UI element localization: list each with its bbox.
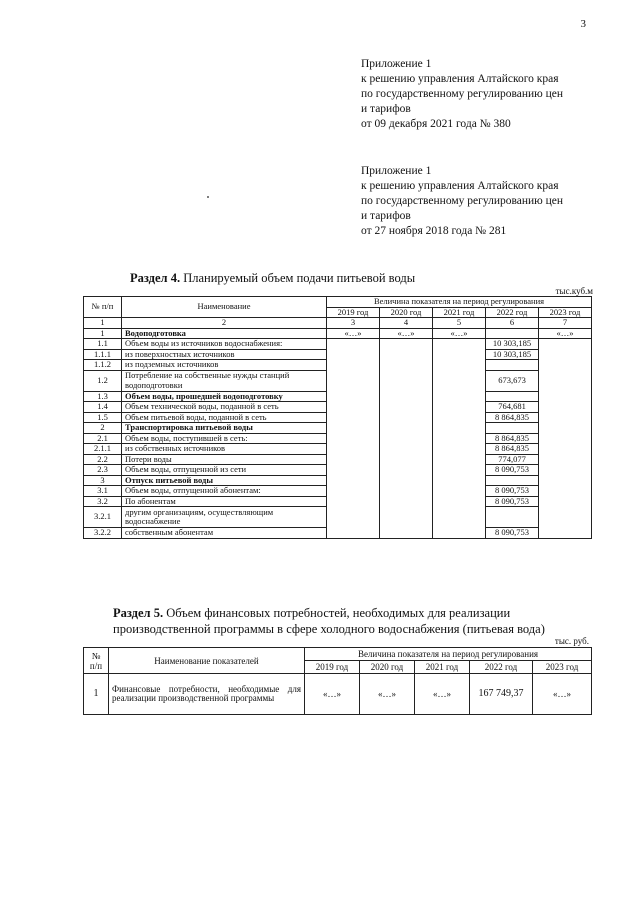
value-2022: 8 090,753 [486,528,539,539]
empty-cell [539,465,592,476]
row-name: Транспортировка питьевой воды [122,423,327,434]
placeholder-value: «…» [433,328,486,339]
table-row [84,465,592,476]
row-name: Объем питьевой воды, поданной в сеть [122,412,327,423]
empty-cell [539,339,592,350]
empty-cell [327,360,380,371]
section4-title [130,271,415,286]
value-2022 [486,360,539,371]
table-row [84,475,592,486]
empty-cell [327,402,380,413]
row-num: 1.1 [84,339,122,350]
empty-cell [380,486,433,497]
row-name: другим организациям, осуществляющим водоснабжение [122,507,327,528]
section4-unit: тыс.куб.м [555,286,593,296]
table-row [84,402,592,413]
empty-cell [327,412,380,423]
annex-line: от 09 декабря 2021 года № 380 [361,118,511,130]
header-year: 2023 год [539,307,592,318]
value-2022: 8 864,835 [486,412,539,423]
empty-cell [539,454,592,465]
empty-cell [539,486,592,497]
value-2022 [486,328,539,339]
empty-cell [380,507,433,528]
row-num: 1 [84,674,109,715]
section4-title-text: Планируемый объем подачи питьевой воды [180,271,416,285]
empty-cell [327,423,380,434]
empty-cell [433,507,486,528]
table-row [84,507,592,528]
empty-cell [433,412,486,423]
section5-title-number: Раздел 5. [113,606,164,620]
empty-cell [380,339,433,350]
empty-cell [433,391,486,402]
empty-cell [539,444,592,455]
annex-header-current [361,57,601,132]
table-row [84,423,592,434]
row-name: По абонентам [122,496,327,507]
row-num: 3.1 [84,486,122,497]
row-num: 2.3 [84,465,122,476]
empty-cell [539,507,592,528]
empty-cell [433,433,486,444]
empty-cell [327,339,380,350]
value-2022: 10 303,185 [486,339,539,350]
section5-unit: тыс. руб. [554,636,589,646]
empty-cell [327,391,380,402]
row-num: 3.2.2 [84,528,122,539]
row-name: Объем технической воды, поданной в сеть [122,402,327,413]
empty-cell [327,496,380,507]
header-period: Величина показателя на период регулирования [327,297,592,308]
empty-cell [539,423,592,434]
row-num: 2.1.1 [84,444,122,455]
row-num: 1.1.1 [84,349,122,360]
value-2020: «…» [360,674,415,715]
table-row [84,454,592,465]
empty-cell [433,423,486,434]
annex-line: по государственному регулированию цен [361,88,564,100]
empty-cell [433,402,486,413]
empty-cell [539,475,592,486]
table-row [84,444,592,455]
annex-line: Приложение 1 [361,58,432,70]
value-2022 [486,391,539,402]
value-2021: «…» [415,674,470,715]
row-name: Водоподготовка [122,328,327,339]
value-2022: 774,077 [486,454,539,465]
value-2022: 10 303,185 [486,349,539,360]
section5-title-text: Объем финансовых потребностей, необходимых для реализации производственной программы в сфере холодного водоснабжения (питьевая вода) [113,606,545,636]
row-num: 1.3 [84,391,122,402]
value-2022: 8 090,753 [486,486,539,497]
value-2022: 8 864,835 [486,444,539,455]
header-year: 2020 год [380,307,433,318]
header-year: 2022 год [486,307,539,318]
header-name: Наименование [122,297,327,318]
header-year: 2023 год [533,661,592,674]
empty-cell [380,528,433,539]
empty-cell [380,433,433,444]
annex-line: к решению управления Алтайского края [361,73,559,85]
table-row [84,370,592,391]
row-name: Объем воды, отпущенной из сети [122,465,327,476]
empty-cell [539,349,592,360]
empty-cell [433,444,486,455]
row-name: из поверхностных источников [122,349,327,360]
row-name: Объем воды, отпущенной абонентам: [122,486,327,497]
value-2023: «…» [533,674,592,715]
value-2022: 167 749,37 [470,674,533,715]
empty-cell [433,360,486,371]
empty-cell [380,444,433,455]
row-name: Объем воды из источников водоснабжения: [122,339,327,350]
header-period: Величина показателя на период регулирования [305,648,592,661]
empty-cell [380,370,433,391]
header-year: 2022 год [470,661,533,674]
empty-cell [380,496,433,507]
table-row [84,528,592,539]
empty-cell [327,444,380,455]
empty-cell [327,454,380,465]
annex-line: по государственному регулированию цен [361,195,564,207]
table-row [84,433,592,444]
empty-cell [327,528,380,539]
empty-cell [380,465,433,476]
value-2022 [486,507,539,528]
header-year: 2020 год [360,661,415,674]
table-row [84,339,592,350]
header-colnum: 3 [327,318,380,329]
value-2022 [486,475,539,486]
row-name: Отпуск питьевой воды [122,475,327,486]
row-num: 2.2 [84,454,122,465]
row-name: Объем воды, прошедшей водоподготовку [122,391,327,402]
annex-header-original [361,164,601,239]
empty-cell [433,486,486,497]
header-colnum: 5 [433,318,486,329]
empty-cell [433,370,486,391]
empty-cell [380,402,433,413]
empty-cell [539,360,592,371]
empty-cell [539,391,592,402]
section4-title-number: Раздел 4. [130,271,181,285]
empty-cell [539,370,592,391]
annex-line: к решению управления Алтайского края [361,180,559,192]
table-row [84,349,592,360]
table-row [84,496,592,507]
empty-cell [433,349,486,360]
header-year: 2019 год [305,661,360,674]
placeholder-value: «…» [327,328,380,339]
value-2022: 8 090,753 [486,496,539,507]
empty-cell [539,402,592,413]
empty-cell [539,528,592,539]
empty-cell [327,507,380,528]
empty-cell [327,475,380,486]
empty-cell [327,349,380,360]
table-row [84,486,592,497]
section5-table [83,647,592,715]
empty-cell [327,486,380,497]
header-num: № п/п [84,648,109,674]
value-2022: 8 864,835 [486,433,539,444]
annex-line: Приложение 1 [361,165,432,177]
header-colnum: 7 [539,318,592,329]
row-num: 1.1.2 [84,360,122,371]
empty-cell [433,339,486,350]
table-row [84,328,592,339]
header-colnum: 6 [486,318,539,329]
placeholder-value: «…» [380,328,433,339]
row-num: 1.2 [84,370,122,391]
row-name: Объем воды, поступившей в сеть: [122,433,327,444]
table-row [84,412,592,423]
row-name: Потери воды [122,454,327,465]
row-num: 1.5 [84,412,122,423]
header-num: № п/п [84,297,122,318]
header-colnum: 1 [84,318,122,329]
row-num: 3.2.1 [84,507,122,528]
value-2022: 673,673 [486,370,539,391]
page-number: 3 [580,18,586,30]
row-name: собственным абонентам [122,528,327,539]
stray-dot [207,196,209,198]
empty-cell [380,412,433,423]
table-row [84,391,592,402]
section4-table [83,296,592,539]
empty-cell [433,465,486,476]
row-name: Потребление на собственные нужды станций водоподготовки [122,370,327,391]
row-name: Финансовые потребности, необходимые для реализации производственной программы [109,674,305,715]
value-2022 [486,423,539,434]
value-2019: «…» [305,674,360,715]
annex-line: и тарифов [361,103,411,115]
value-2022: 764,681 [486,402,539,413]
annex-line: от 27 ноября 2018 года № 281 [361,225,507,237]
row-name: из подземных источников [122,360,327,371]
empty-cell [327,465,380,476]
empty-cell [539,496,592,507]
placeholder-value: «…» [539,328,592,339]
empty-cell [539,433,592,444]
header-colnum: 2 [122,318,327,329]
row-num: 3 [84,475,122,486]
empty-cell [433,475,486,486]
empty-cell [433,528,486,539]
empty-cell [380,454,433,465]
row-num: 3.2 [84,496,122,507]
header-year: 2019 год [327,307,380,318]
row-num: 2 [84,423,122,434]
row-num: 2.1 [84,433,122,444]
header-name: Наименование показателей [109,648,305,674]
empty-cell [433,496,486,507]
empty-cell [380,391,433,402]
empty-cell [433,454,486,465]
row-num: 1.4 [84,402,122,413]
empty-cell [327,433,380,444]
empty-cell [380,423,433,434]
section5-title [113,605,591,637]
row-num: 1 [84,328,122,339]
empty-cell [327,370,380,391]
table-row [84,360,592,371]
empty-cell [380,475,433,486]
header-year: 2021 год [433,307,486,318]
empty-cell [539,412,592,423]
header-year: 2021 год [415,661,470,674]
row-name: из собственных источников [122,444,327,455]
empty-cell [380,349,433,360]
value-2022: 8 090,753 [486,465,539,476]
header-colnum: 4 [380,318,433,329]
annex-line: и тарифов [361,210,411,222]
empty-cell [380,360,433,371]
